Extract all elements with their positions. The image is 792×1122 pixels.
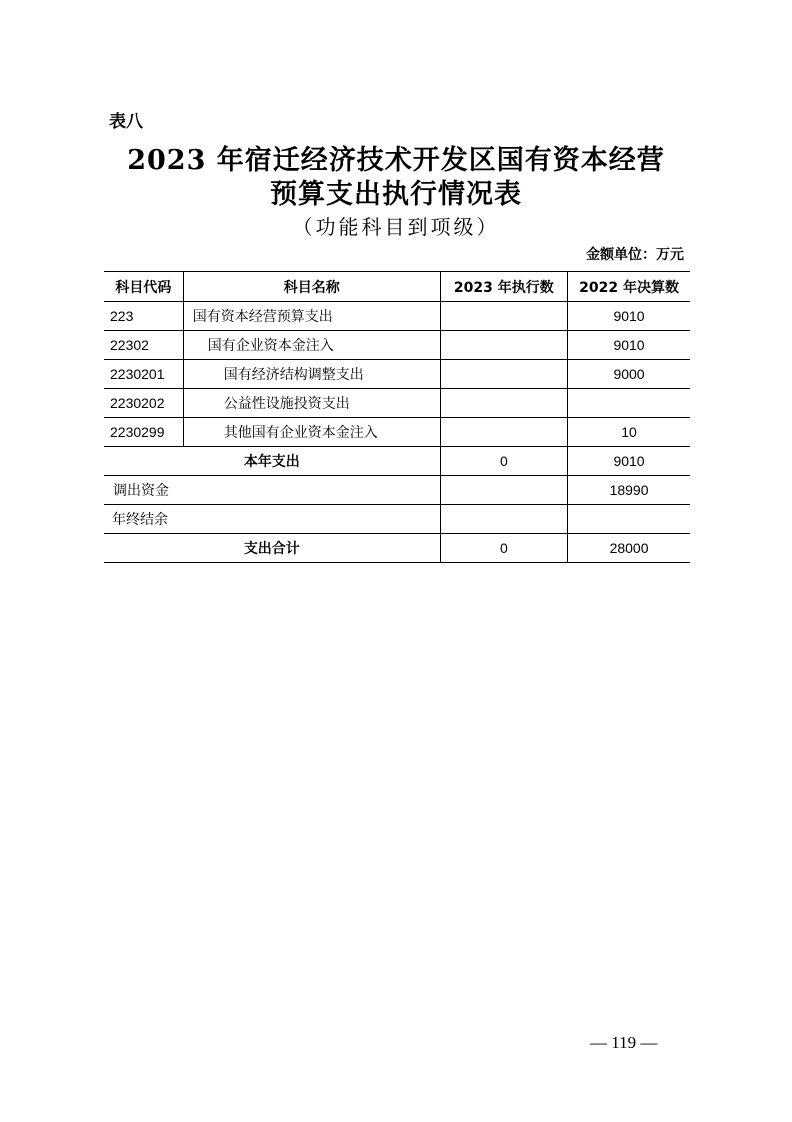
row-code: 2230299 <box>104 418 183 447</box>
header-row <box>104 272 690 302</box>
row-exec-2023 <box>440 331 567 360</box>
row-exec-2023 <box>440 302 567 331</box>
row-final-2022: 10 <box>568 418 690 447</box>
total-expenditure-exec-2023: 0 <box>440 534 567 563</box>
row-final-2022: 9000 <box>568 360 690 389</box>
row-exec-2023 <box>440 360 567 389</box>
title-line-1: 2023 年宿迁经济技术开发区国有资本经营 <box>127 145 665 176</box>
row-final-2022: 9010 <box>568 302 690 331</box>
table-row <box>104 331 690 360</box>
total-expenditure-label: 支出合计 <box>104 534 440 563</box>
header-code: 科目代码 <box>104 272 183 302</box>
row-exec-2023 <box>440 418 567 447</box>
annual-expenditure-row <box>104 447 690 476</box>
unit-label: 金额单位：万元 <box>586 247 684 263</box>
annual-expenditure-label: 本年支出 <box>104 447 440 476</box>
total-expenditure-row <box>104 534 690 563</box>
year-end-balance-label: 年终结余 <box>104 505 440 534</box>
row-name: 国有企业资本金注入 <box>183 331 440 360</box>
header-exec-2023: 2023 年执行数 <box>440 272 567 302</box>
row-name: 国有资本经营预算支出 <box>183 302 440 331</box>
total-expenditure-final-2022: 28000 <box>568 534 690 563</box>
transfer-out-row <box>104 476 690 505</box>
row-name: 其他国有企业资本金注入 <box>183 418 440 447</box>
year-end-balance-exec-2023 <box>440 505 567 534</box>
table-row <box>104 302 690 331</box>
expenditure-table <box>104 271 690 563</box>
row-final-2022: 9010 <box>568 331 690 360</box>
row-code: 223 <box>104 302 183 331</box>
year-end-balance-row <box>104 505 690 534</box>
row-code: 22302 <box>104 331 183 360</box>
table-row <box>104 389 690 418</box>
title-line-2: 预算支出执行情况表 <box>270 179 522 210</box>
table-label: 表八 <box>109 112 143 132</box>
year-end-balance-final-2022 <box>568 505 690 534</box>
header-final-2022: 2022 年决算数 <box>568 272 690 302</box>
annual-expenditure-exec-2023: 0 <box>440 447 567 476</box>
table-row <box>104 360 690 389</box>
row-code: 2230202 <box>104 389 183 418</box>
row-exec-2023 <box>440 389 567 418</box>
row-final-2022 <box>568 389 690 418</box>
header-name: 科目名称 <box>183 272 440 302</box>
page-number: — 119 — <box>590 1033 658 1052</box>
transfer-out-exec-2023 <box>440 476 567 505</box>
row-name: 公益性设施投资支出 <box>183 389 440 418</box>
annual-expenditure-final-2022: 9010 <box>568 447 690 476</box>
transfer-out-final-2022: 18990 <box>568 476 690 505</box>
row-name: 国有经济结构调整支出 <box>183 360 440 389</box>
transfer-out-label: 调出资金 <box>104 476 440 505</box>
subtitle: （功能科目到项级） <box>292 215 500 239</box>
table-row <box>104 418 690 447</box>
row-code: 2230201 <box>104 360 183 389</box>
